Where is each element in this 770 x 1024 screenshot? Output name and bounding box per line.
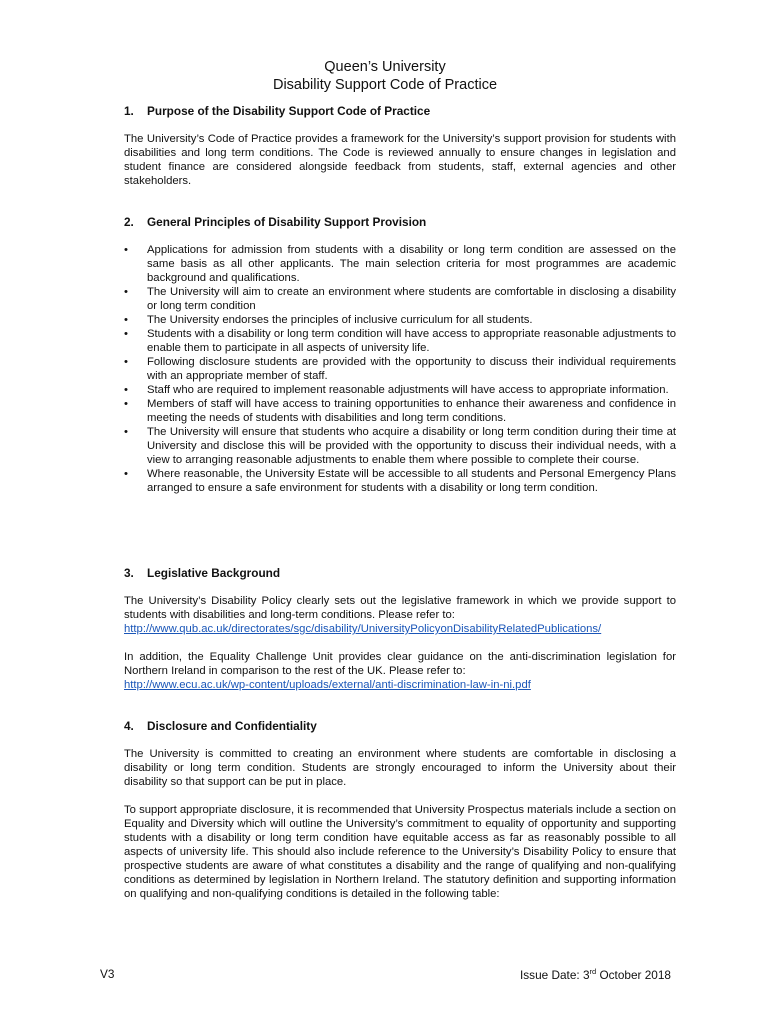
list-item: • Following disclosure students are provided with the opportunity to discuss their individual requirements with an appropriate member of staff. [124,356,676,382]
principles-list [124,243,676,495]
section-3-number: 3. [124,566,134,580]
section-4-number: 4. [124,719,134,733]
section-4-title: Disclosure and Confidentiality [147,719,317,733]
title-code-of-practice: Disability Support Code of Practice [272,77,498,93]
footer-version: V3 [100,967,115,981]
section-4-paragraph-1: The University is committed to creating an environment where students are comfortable in disclosing a disability or long term condition. Students are strongly encouraged to inform the University about their disability so that support can be put in place. [124,748,676,788]
bullet-icon: • [124,356,128,368]
list-item: • The University will ensure that students who acquire a disability or long term condition during their time at University and disclose this will be provided with the opportunity to discuss their individual needs, with a view to arranging reasonable adjustments to enable them where possible to complete their course. [124,426,676,466]
bullet-icon: • [124,328,128,340]
section-4-paragraph-2: To support appropriate disclosure, it is recommended that University Prospectus materials include a section on Equality and Diversity which will outline the University’s commitment to equality of opportunity and supporting students with a disability or long term condition have equitable access as far as reasonably possible to all aspects of university life. This should also include reference to the University’s Disability Policy to ensure that prospective students are aware of what constitutes a disability and the range of qualifying and non-qualifying conditions as determined by legislation in Northern Ireland. The statutory definition and supporting information on qualifying and non-qualifying conditions is detailed in the following table: [124,804,676,900]
section-2-title: General Principles of Disability Support Provision [147,215,427,229]
list-item: • The University endorses the principles of inclusive curriculum for all students. [124,314,533,326]
bullet-icon: • [124,384,128,396]
bullet-icon: • [124,286,128,298]
section-2-heading [124,215,426,229]
bullet-icon: • [124,426,128,438]
list-item: • Applications for admission from students with a disability or long term condition are assessed on the same basis as all other applicants. The main selection criteria for most programmes are academic background and qualifications. [124,244,676,284]
section-1-heading [124,104,430,118]
section-3-paragraph-2: In addition, the Equality Challenge Unit provides clear guidance on the anti-discrimination legislation for Northern Ireland in comparison to the rest of the UK. Please refer to: http://www.ecu.ac.uk/wp-content/uploads/external/anti-discrimination-law-in-ni.pdf [124,651,676,691]
list-item: • Where reasonable, the University Estate will be accessible to all students and Personal Emergency Plans arranged to ensure a safe environment for students with a disability or long term condition. [124,468,676,494]
list-item: • Members of staff will have access to training opportunities to enhance their awareness and confidence in meeting the needs of students with disabilities and long term conditions. [124,398,676,424]
document-title [0,58,770,94]
ecu-guidance-link[interactable]: http://www.ecu.ac.uk/wp-content/uploads/external/anti-discrimination-law-in-ni.pdf [124,679,531,691]
section-3-title: Legislative Background [147,566,281,580]
section-3-heading [124,566,280,580]
list-item: • Staff who are required to implement reasonable adjustments will have access to appropriate information. [124,384,669,396]
bullet-icon: • [124,244,128,256]
section-4-heading [124,719,317,733]
section-1-title: Purpose of the Disability Support Code of Practice [147,104,431,118]
section-2-number: 2. [124,215,134,229]
section-1-paragraph: The University’s Code of Practice provides a framework for the University’s support provision for students with disabilities and long term conditions. The Code is reviewed annually to ensure changes in legislation and student finance are considered alongside feedback from students, staff, external agencies and other stakeholders. [124,133,676,187]
university-policy-link[interactable]: http://www.qub.ac.uk/directorates/sgc/disability/UniversityPolicyonDisabilityRelatedPublications/ [124,623,602,635]
list-item: • Students with a disability or long term condition will have access to appropriate reasonable adjustments to enable them to participate in all aspects of university life. [124,328,676,354]
bullet-icon: • [124,398,128,410]
bullet-icon: • [124,314,128,326]
footer-issue-date: Issue Date: 3rd October 2018 [520,967,671,982]
list-item: • The University will aim to create an environment where students are comfortable in disclosing a disability or long term condition [124,286,676,312]
section-3-paragraph-1: The University’s Disability Policy clearly sets out the legislative framework in which we provide support to students with disabilities and long-term conditions. Please refer to: http://www.qub.ac.uk/directorates/sgc/disability/UniversityPolicyonDisabilityRelatedPublications/ [124,595,676,635]
section-1-number: 1. [124,104,134,118]
title-university: Queen’s University [324,59,446,75]
bullet-icon: • [124,468,128,480]
